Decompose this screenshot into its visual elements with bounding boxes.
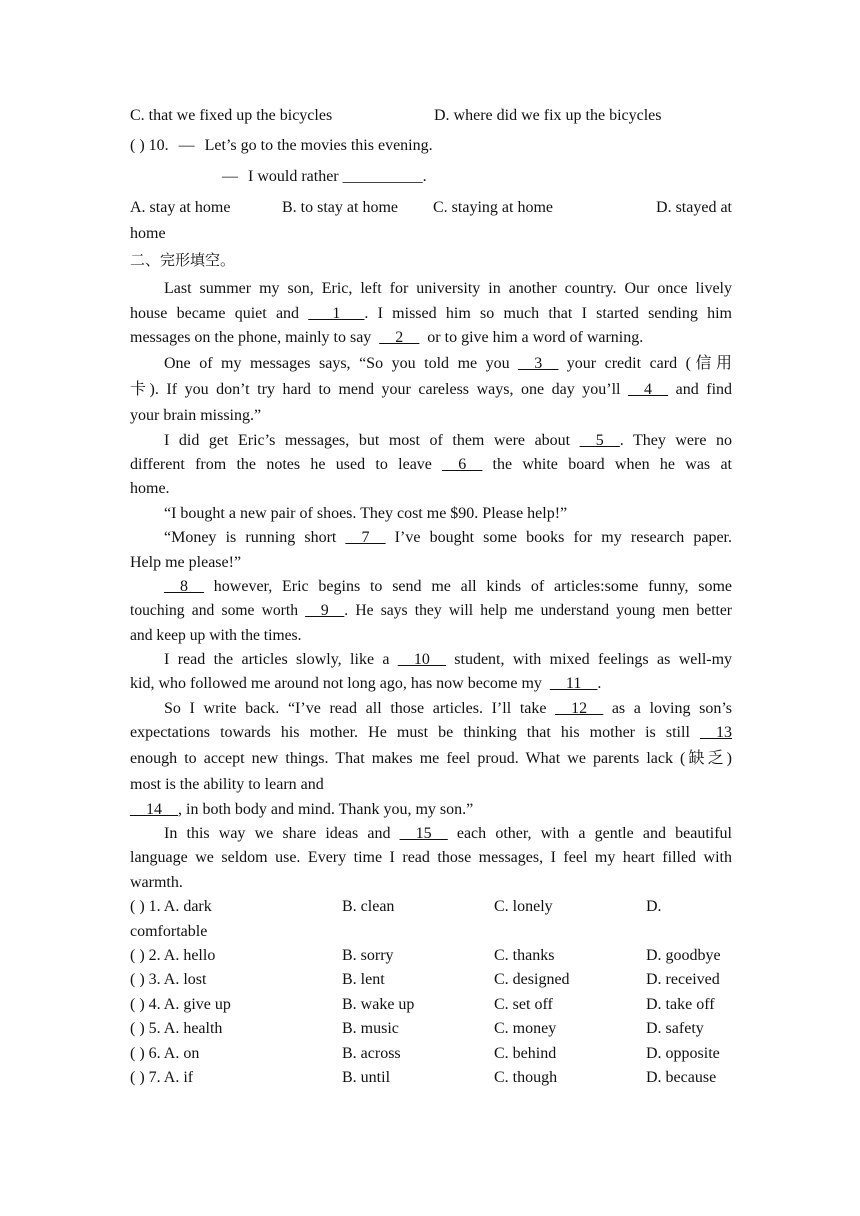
- blank-15: __15__: [399, 825, 448, 843]
- question-option-b: B. sorry: [342, 946, 394, 964]
- question-option-d: D. because: [646, 1068, 717, 1086]
- passage-line: messages on the phone, mainly to say __2__ or to give him a word of warning.: [130, 326, 732, 350]
- blank-6: __6__: [442, 455, 483, 473]
- passage-line: In this way we share ideas and __15__ each other, with a gentle and beautiful: [130, 822, 732, 846]
- cloze-questions: [130, 895, 732, 1090]
- question-option-a: ( ) 6. A. on: [130, 1044, 200, 1062]
- question-option-a: ( ) 7. A. if: [130, 1068, 194, 1086]
- q10-option-d-wrap: home: [130, 225, 166, 243]
- question-option-b: B. until: [342, 1068, 391, 1086]
- question-row: [130, 1042, 732, 1066]
- question-option-b: B. wake up: [342, 995, 415, 1013]
- question-row: [130, 968, 732, 992]
- blank-1: ___1___: [308, 304, 365, 322]
- passage-line: Help me please!”: [130, 553, 242, 571]
- q10-number: ( ) 10.: [130, 137, 169, 155]
- question-option-d: D. opposite: [646, 1044, 720, 1062]
- question-option-d: D. received: [646, 971, 720, 989]
- question-option-b: B. lent: [342, 971, 385, 989]
- q10-stem: [130, 133, 732, 159]
- passage-line: Last summer my son, Eric, left for university in another country. Our once lively: [164, 280, 732, 298]
- passage-line: One of my messages says, “So you told me you __3__ your credit card (信用: [130, 351, 732, 377]
- question-option-a: ( ) 1. A. dark: [130, 898, 212, 916]
- question-option-a: ( ) 3. A. lost: [130, 971, 207, 989]
- blank-14: __14__: [130, 800, 178, 818]
- question-option-c: C. lonely: [494, 898, 553, 916]
- question-option-a: ( ) 2. A. hello: [130, 946, 216, 964]
- question-row: [130, 895, 732, 919]
- question-option-c: C. behind: [494, 1044, 557, 1062]
- blank-8: __8__: [164, 577, 204, 595]
- q10-dash: —: [178, 137, 195, 155]
- passage-line: “I bought a new pair of shoes. They cost me $90. Please help!”: [164, 504, 568, 522]
- blank-11: __11__: [549, 675, 598, 693]
- passage-line: __14__, in both body and mind. Thank you, my son.”: [130, 798, 732, 822]
- q10-reply-line: [130, 164, 732, 190]
- question-option-c: C. though: [494, 1068, 558, 1086]
- passage-line: language we seldom use. Every time I read those messages, I feel my heart filled with: [130, 849, 732, 867]
- q10-option-b: B. to stay at home: [282, 199, 398, 217]
- question-row: [130, 944, 732, 968]
- passage-line: __8__ however, Eric begins to send me all kinds of articles:some funny, some: [130, 575, 732, 599]
- q9-option-c: C. that we fixed up the bicycles: [130, 107, 333, 124]
- passage-line: warmth.: [130, 873, 183, 891]
- q9-options: [130, 104, 732, 128]
- question-option-d: D. safety: [646, 1020, 704, 1038]
- question-row: [130, 1017, 732, 1041]
- passage-line: and keep up with the times.: [130, 626, 302, 644]
- q10-options: [130, 195, 732, 221]
- blank-4: __4__: [628, 380, 669, 398]
- passage-line: house became quiet and ___1___. I missed him so much that I started sending him: [130, 302, 732, 326]
- passage-line: I did get Eric’s messages, but most of them were about __5__. They were no: [130, 429, 732, 453]
- question-option-b: B. music: [342, 1020, 399, 1038]
- question-option-d: D. goodbye: [646, 946, 721, 964]
- passage-line: “Money is running short __7__ I’ve bought some books for my research paper.: [130, 526, 732, 550]
- question-row: [130, 993, 732, 1017]
- question-option-a: ( ) 4. A. give up: [130, 995, 231, 1013]
- passage-line: your brain missing.”: [130, 406, 262, 424]
- blank-2: __2__: [379, 329, 420, 347]
- question-option-c: C. designed: [494, 971, 570, 989]
- blank-10: __10__: [397, 651, 446, 669]
- q10-reply: I would rather __________.: [248, 168, 427, 186]
- question-option-b: B. across: [342, 1044, 401, 1062]
- q10-reply-dash: —: [222, 168, 238, 186]
- q10-option-c: C. staying at home: [433, 199, 553, 217]
- question-option-d: D. take off: [646, 995, 715, 1013]
- question-option-c: C. thanks: [494, 946, 555, 964]
- passage-line: touching and some worth __9__. He says they will help me understand young men better: [130, 599, 732, 623]
- question-option-c: C. set off: [494, 995, 553, 1013]
- passage-line: enough to accept new things. That makes me feel proud. What we parents lack (缺乏): [130, 749, 732, 767]
- document-page: [130, 104, 732, 1090]
- q10-question: Let’s go to the movies this evening.: [204, 137, 433, 155]
- q10-option-a: A. stay at home: [130, 199, 231, 217]
- passage-line: expectations towards his mother. He must be thinking that his mother is still __13: [130, 721, 732, 745]
- passage-line: kid, who followed me around not long ago, has now become my __11__.: [130, 672, 732, 696]
- blank-7: __7__: [345, 529, 386, 547]
- question-option-a: ( ) 5. A. health: [130, 1020, 223, 1038]
- question-row: [130, 1066, 732, 1090]
- passage-line: home.: [130, 480, 170, 498]
- question-option-b: B. clean: [342, 898, 395, 916]
- passage-line: I read the articles slowly, like a __10__ student, with mixed feelings as well-my: [130, 648, 732, 672]
- question-option-d: D.: [646, 898, 662, 916]
- q9-option-d: D. where did we fix up the bicycles: [434, 107, 662, 124]
- passage-line: 卡). If you don’t try hard to mend your careless ways, one day you’ll __4__ and find: [130, 377, 732, 403]
- passage-line: So I write back. “I’ve read all those articles. I’ll take __12__ as a loving son’s: [130, 697, 732, 721]
- blank-12: __12__: [555, 699, 604, 717]
- q10-option-d: D. stayed at: [656, 199, 732, 217]
- question-option-c: C. money: [494, 1020, 557, 1038]
- passage-line: most is the ability to learn and: [130, 775, 324, 793]
- passage-line: different from the notes he used to leave __6__ the white board when he was at: [130, 453, 732, 477]
- blank-13: __13: [700, 724, 733, 742]
- blank-3: __3__: [518, 354, 559, 372]
- question-option-d-wrap: comfortable: [130, 922, 208, 940]
- blank-9: __9__: [305, 602, 345, 620]
- section-heading: 二、完形填空。: [130, 251, 236, 270]
- blank-5: __5__: [579, 431, 620, 449]
- cloze-passage: [130, 277, 732, 895]
